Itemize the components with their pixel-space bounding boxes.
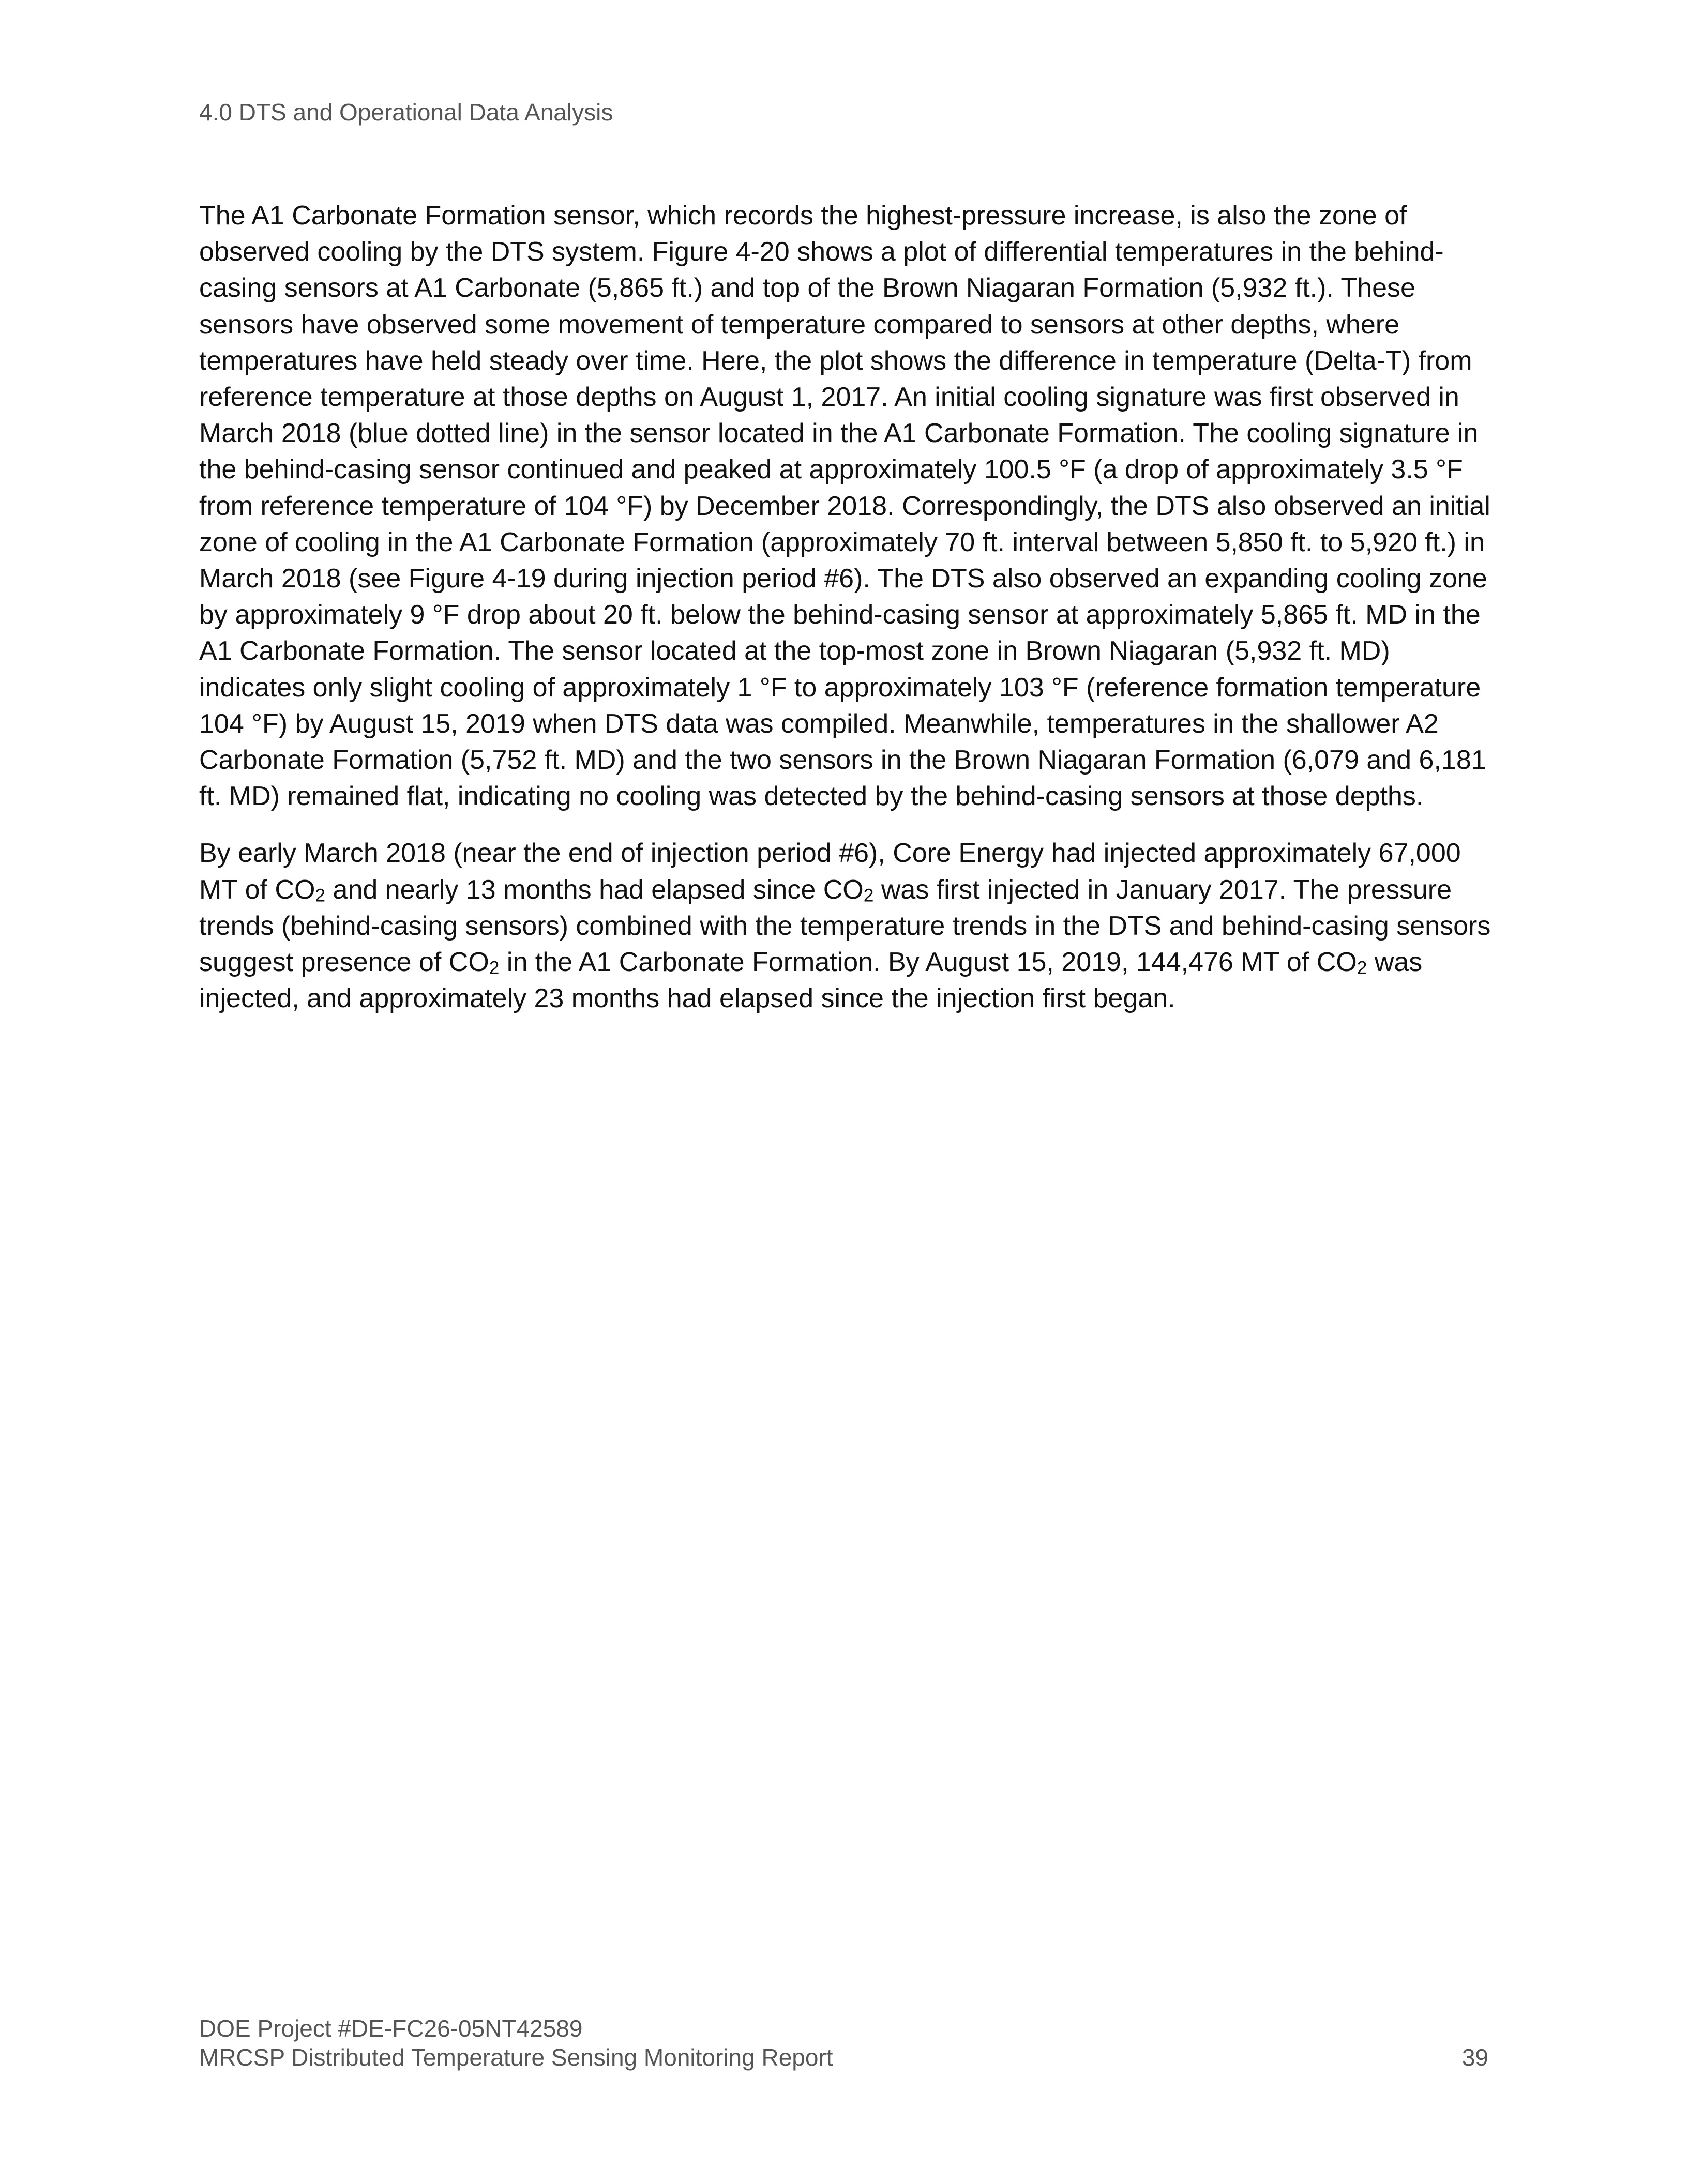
co2-base: CO — [448, 947, 489, 978]
document-body — [199, 198, 1492, 1017]
paragraph-1: The A1 Carbonate Formation sensor, which records the highest-pressure increase, is also the zone of observed cooling by the DTS system. Figure 4-20 shows a plot of differential temperatures in the behind-casing sensors at A1 Carbonate (5,865 ft.) and top of the Brown Niagaran Formation (5,932 ft.). These sensors have observed some movement of temperature compared to sensors at other depths, where temperatures have held steady over time. Here, the plot shows the difference in temperature (Delta-T) from reference temperature at those depths on August 1, 2017. An initial cooling signature was first observed in March 2018 (blue dotted line) in the sensor located in the A1 Carbonate Formation. The cooling signature in the behind-casing sensor continued and peaked at approximately 100.5 °F (a drop of approximately 3.5 °F from reference temperature of 104 °F) by December 2018. Correspondingly, the DTS also observed an initial zone of cooling in the A1 Carbonate Formation (approximately 70 ft. interval between 5,850 ft. to 5,920 ft.) in March 2018 (see Figure 4-19 during injection period #6). The DTS also observed an expanding cooling zone by approximately 9 °F drop about 20 ft. below the behind-casing sensor at approximately 5,865 ft. MD in the A1 Carbonate Formation. The sensor located at the top-most zone in Brown Niagaran (5,932 ft. MD) indicates only slight cooling of approximately 1 °F to approximately 103 °F (reference formation temperature 104 °F) by August 15, 2019 when DTS data was compiled. Meanwhile, temperatures in the shallower A2 Carbonate Formation (5,752 ft. MD) and the two sensors in the Brown Niagaran Formation (6,079 and 6,181 ft. MD) remained flat, indicating no cooling was detected by the behind-casing sensors at those depths. — [199, 201, 1490, 812]
co2-subscript: 2 — [315, 885, 326, 905]
running-header — [199, 98, 613, 126]
paragraph-2-text: and nearly 13 months had elapsed since — [325, 874, 823, 905]
co2-base: CO — [1316, 947, 1357, 978]
paragraph-2 — [199, 835, 1492, 1017]
co2-subscript: 2 — [1357, 958, 1367, 978]
co2-subscript: 2 — [863, 885, 874, 905]
co2-base: CO — [275, 874, 315, 905]
co2-formula — [275, 875, 325, 905]
co2-subscript: 2 — [489, 958, 500, 978]
page-number: 39 — [1461, 2044, 1488, 2071]
paragraph-2-text: was first injected in January 2017. The pressure trends (behind-casing sensors) combined with the temperature trends in the DTS and behind-casing sensors suggest presence of — [199, 874, 1491, 978]
co2-formula — [1317, 947, 1367, 977]
footer-row — [199, 2043, 1488, 2072]
co2-formula — [449, 947, 500, 977]
page-footer — [199, 2014, 1488, 2072]
paragraph-2-text: was injected, and approximately 23 months had elapsed since the injection first began. — [199, 947, 1423, 1014]
footer-report-title: MRCSP Distributed Temperature Sensing Monitoring Report — [199, 2044, 833, 2071]
footer-project-number: DOE Project #DE-FC26-05NT42589 — [199, 2015, 583, 2042]
paragraph-2-text: By early March 2018 (near the end of injection period #6), Core Energy had injected approximately 67,000 MT of — [199, 838, 1461, 905]
co2-base: CO — [823, 874, 864, 905]
section-title: 4.0 DTS and Operational Data Analysis — [199, 99, 613, 126]
paragraph-2-text: in the A1 Carbonate Formation. By August 15, 2019, 144,476 MT of — [499, 947, 1317, 978]
co2-formula — [823, 875, 874, 905]
